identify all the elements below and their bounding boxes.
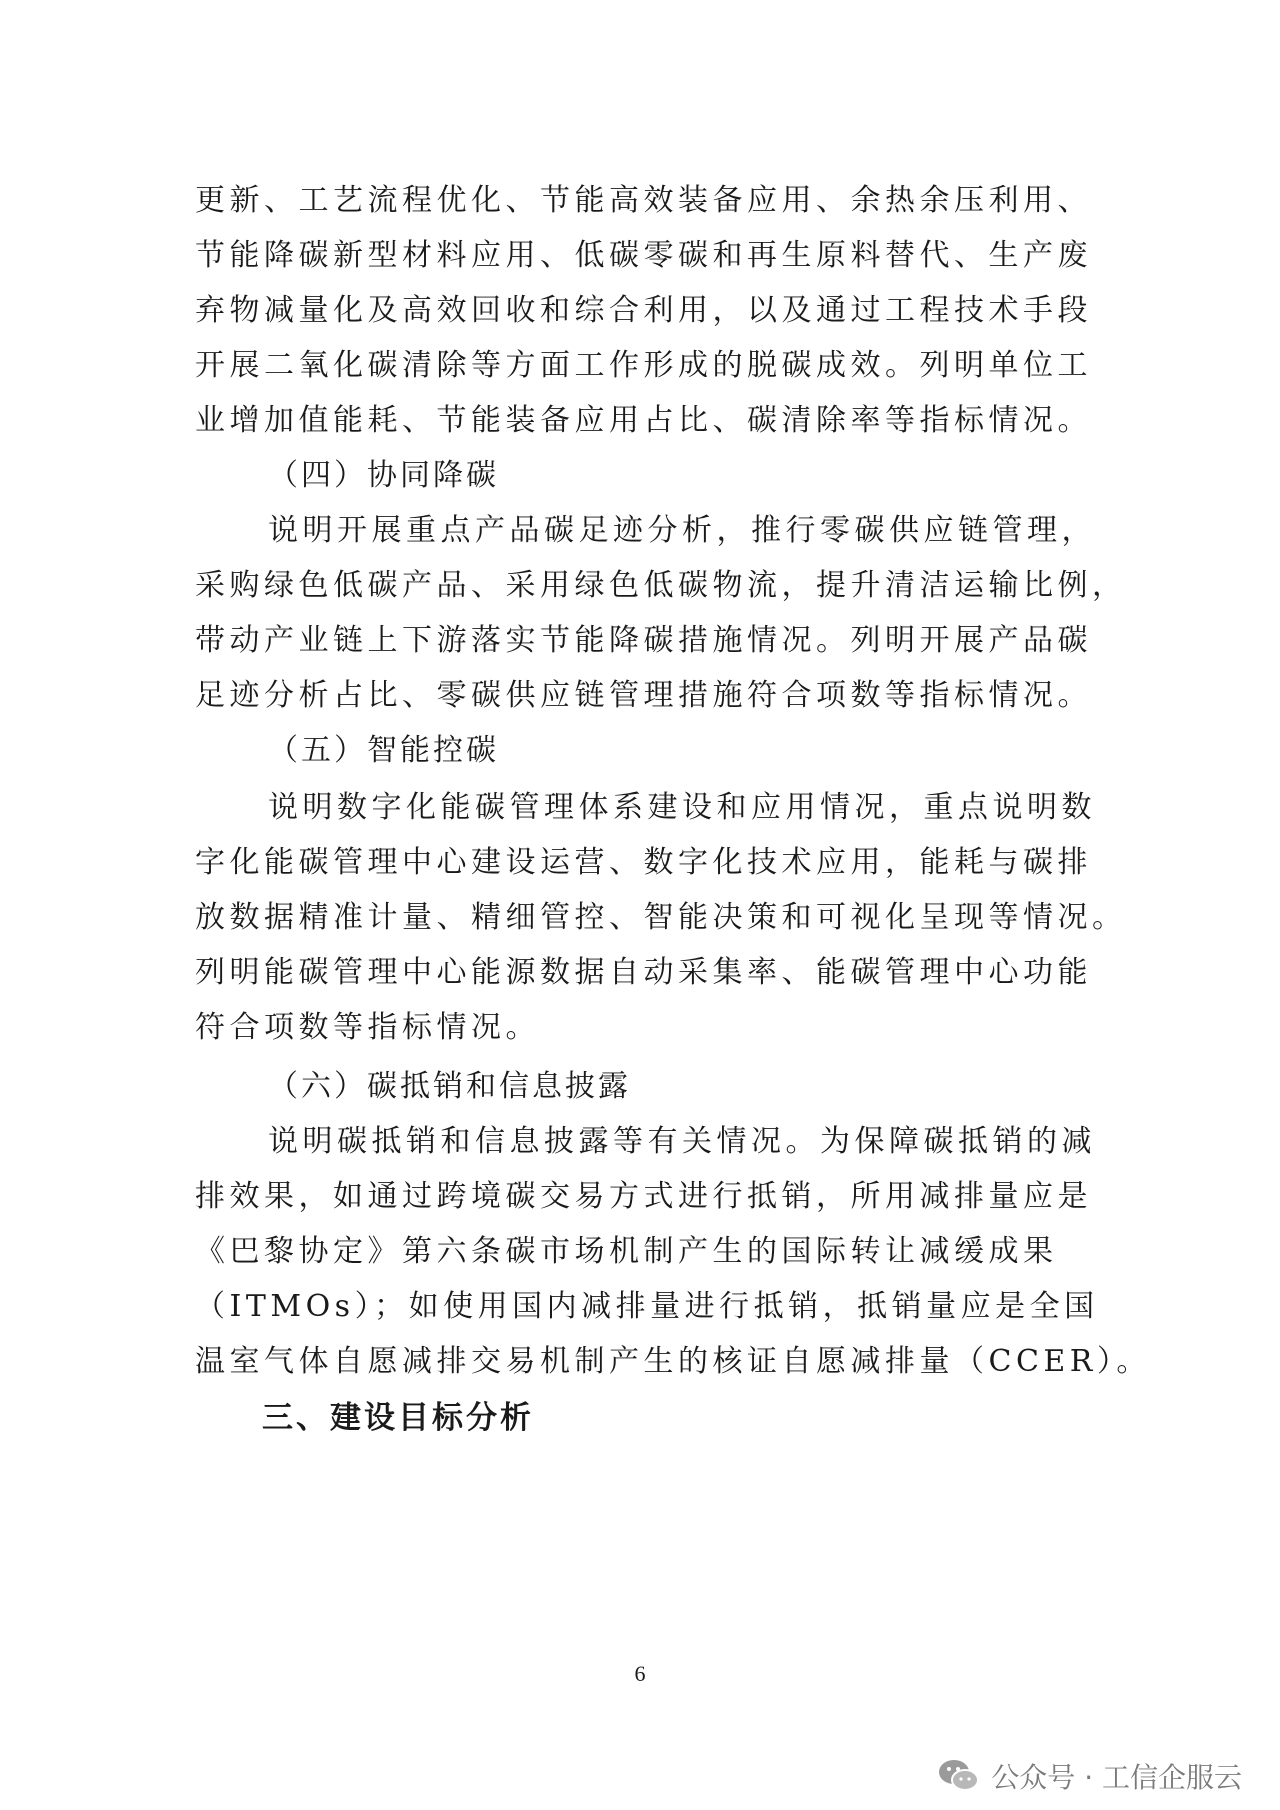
body-line: 采购绿色低碳产品、采用绿色低碳物流，提升清洁运输比例， <box>195 568 1127 603</box>
body-line: 足迹分析占比、零碳供应链管理措施符合项数等指标情况。 <box>195 678 1092 713</box>
watermark-text: 公众号 · 工信企服云 <box>991 1761 1242 1794</box>
body-line: 节能降碳新型材料应用、低碳零碳和再生原料替代、生产废 <box>195 238 1092 273</box>
body-line: 更新、工艺流程优化、节能高效装备应用、余热余压利用、 <box>195 183 1092 218</box>
body-line: 开展二氧化碳清除等方面工作形成的脱碳成效。列明单位工 <box>195 348 1092 383</box>
body-line: 业增加值能耗、节能装备应用占比、碳清除率等指标情况。 <box>195 403 1092 438</box>
body-line: 弃物减量化及高效回收和综合利用，以及通过工程技术手段 <box>195 293 1092 328</box>
body-line: 温室气体自愿减排交易机制产生的核证自愿减排量（CCER）。 <box>195 1344 1151 1379</box>
body-line: 字化能碳管理中心建设运营、数字化技术应用，能耗与碳排 <box>195 845 1092 880</box>
page-number: 6 <box>634 1661 646 1686</box>
body-line: （ITMOs）；如使用国内减排量进行抵销，抵销量应是全国 <box>195 1289 1099 1324</box>
body-line: 放数据精准计量、精细管控、智能决策和可视化呈现等情况。 <box>195 900 1127 935</box>
section-heading: （四）协同降碳 <box>268 458 499 493</box>
body-line: 排效果，如通过跨境碳交易方式进行抵销，所用减排量应是 <box>195 1179 1092 1214</box>
body-line: 说明开展重点产品碳足迹分析，推行零碳供应链管理， <box>268 513 1096 548</box>
section-heading: （六）碳抵销和信息披露 <box>268 1069 631 1104</box>
chapter-heading: 三、建设目标分析 <box>262 1400 534 1436</box>
section-heading: （五）智能控碳 <box>268 733 499 768</box>
body-line: 说明碳抵销和信息披露等有关情况。为保障碳抵销的减 <box>268 1124 1096 1159</box>
wechat-icon <box>937 1757 981 1795</box>
body-line: 带动产业链上下游落实节能降碳措施情况。列明开展产品碳 <box>195 623 1092 658</box>
body-line: 列明能碳管理中心能源数据自动采集率、能碳管理中心功能 <box>195 955 1092 990</box>
body-line: 符合项数等指标情况。 <box>195 1010 540 1045</box>
body-line: 《巴黎协定》第六条碳市场机制产生的国际转让减缓成果 <box>195 1234 1058 1269</box>
body-line: 说明数字化能碳管理体系建设和应用情况，重点说明数 <box>268 790 1096 825</box>
watermark <box>937 1756 1242 1796</box>
